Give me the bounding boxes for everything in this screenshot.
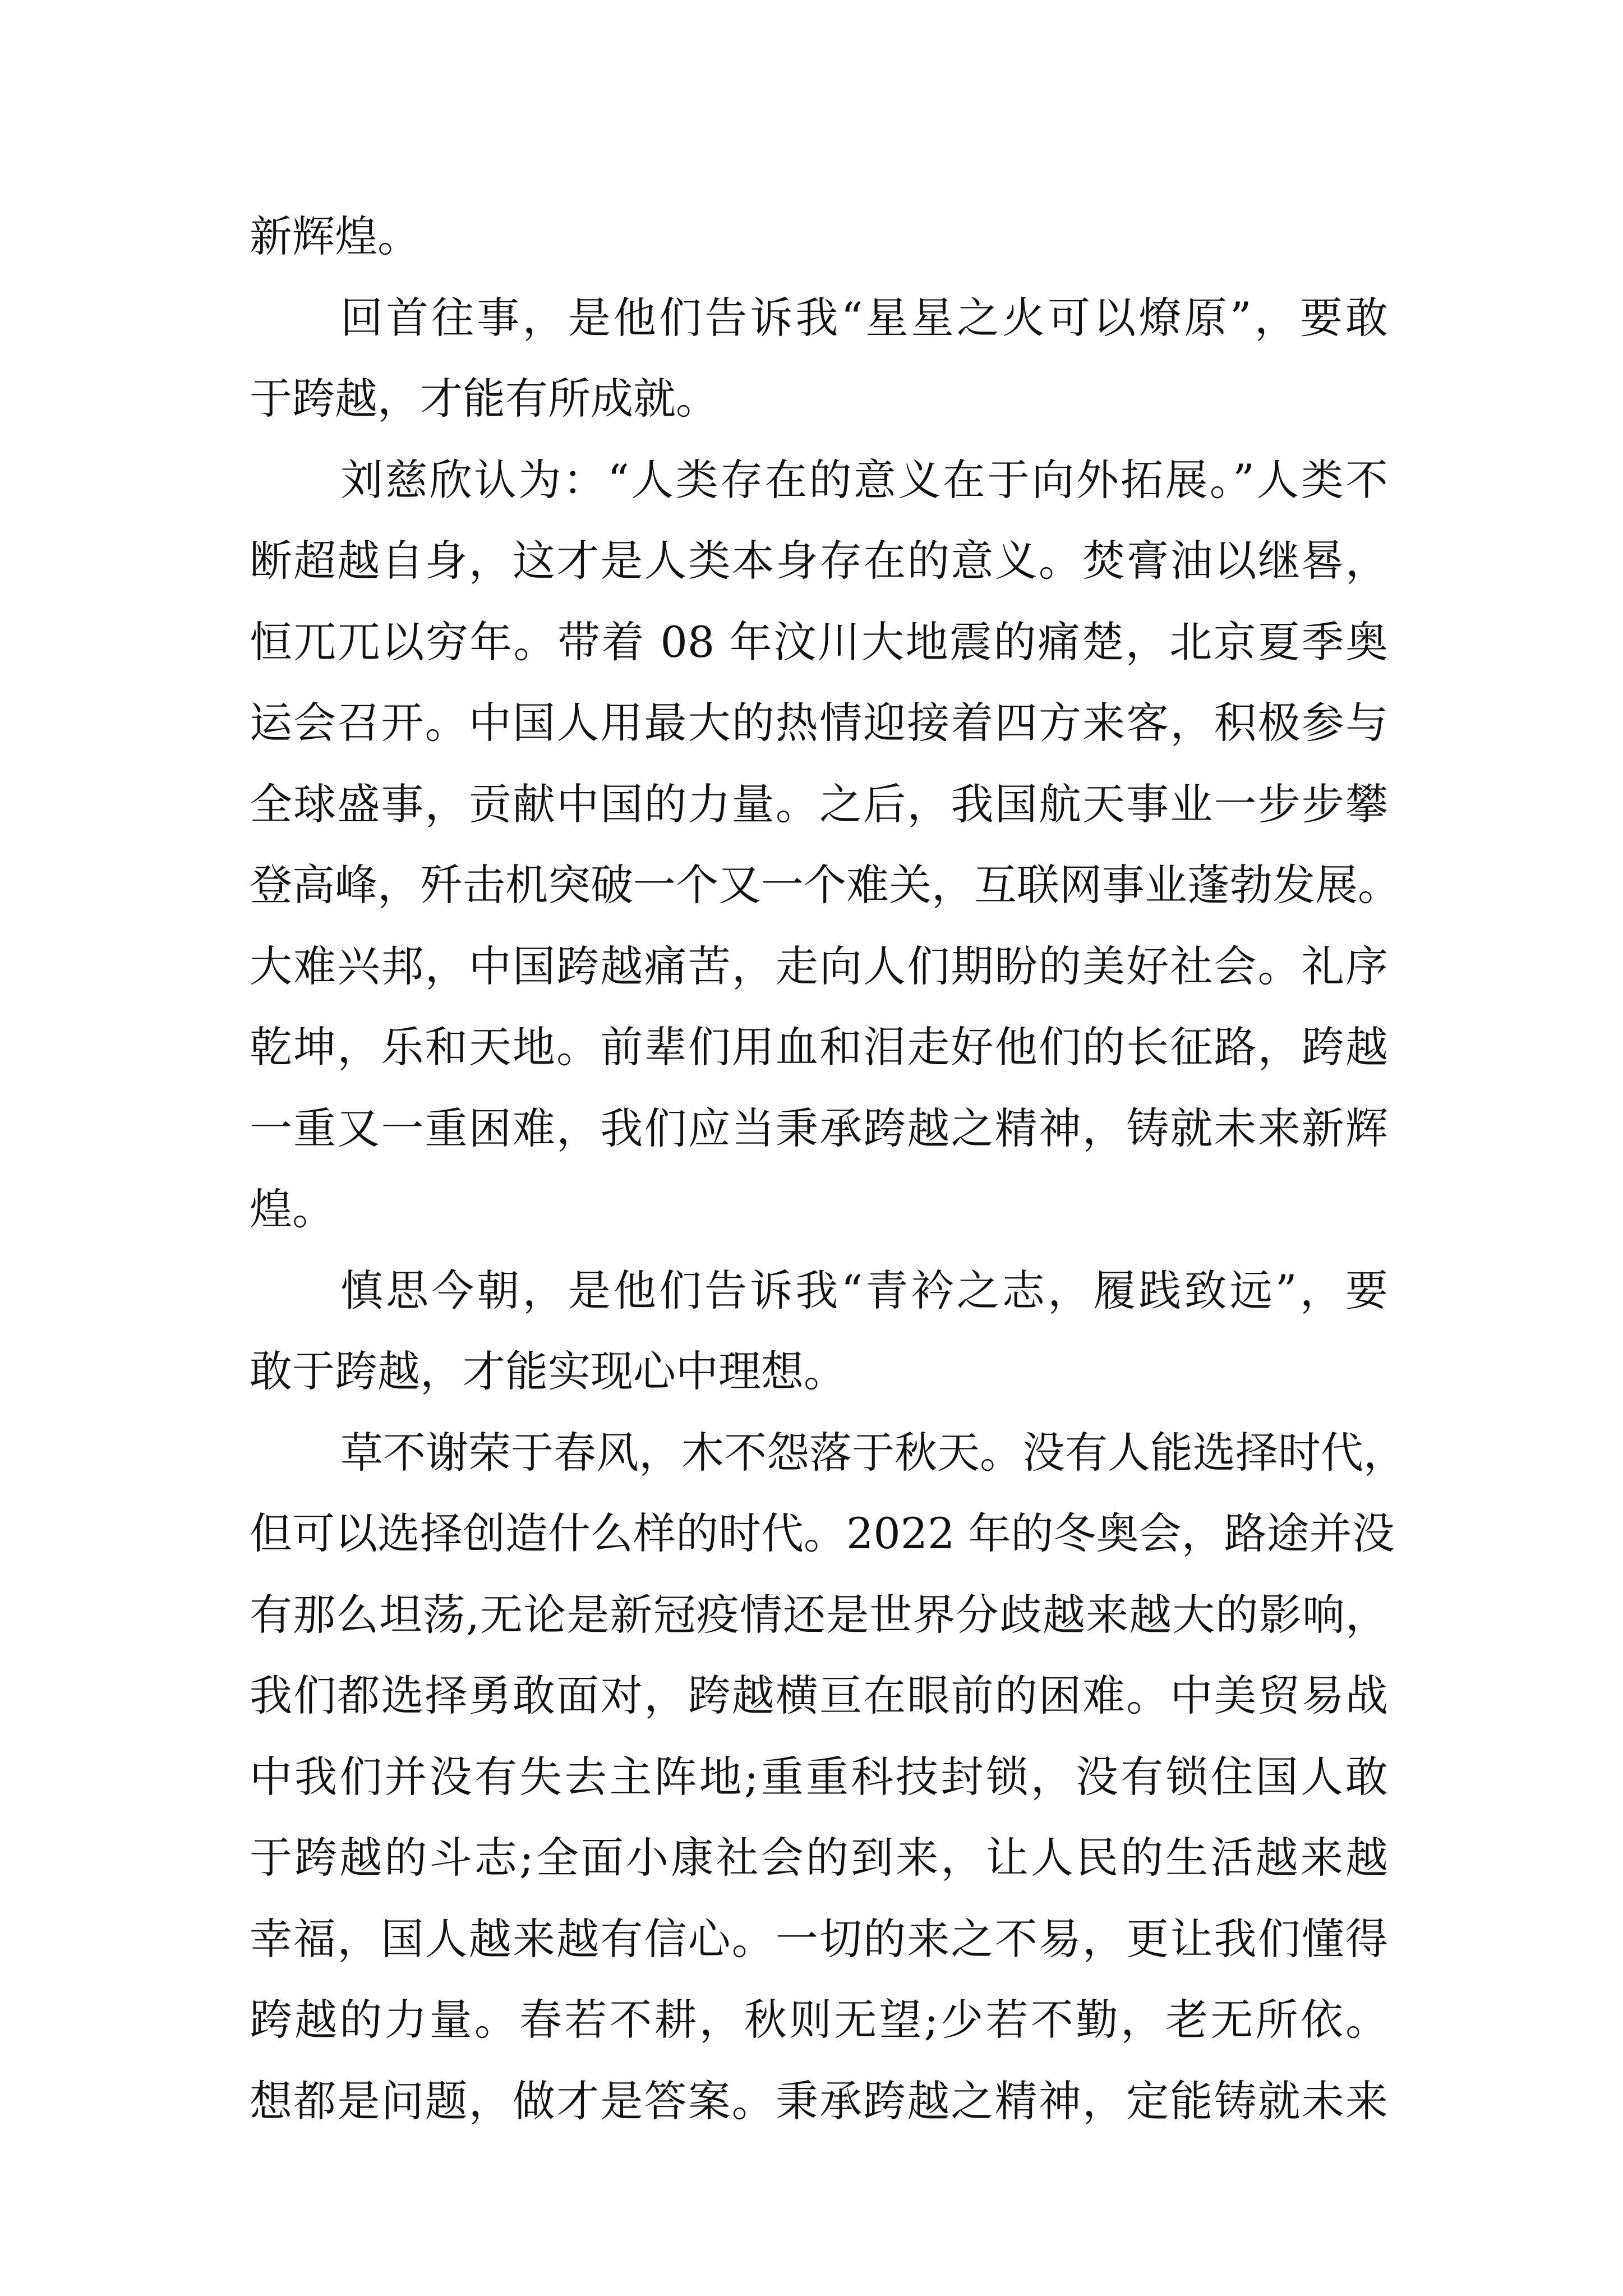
text-line: 敢于跨越，才能实现心中理想。: [250, 1346, 846, 1396]
text-line: 煌。: [250, 1184, 335, 1234]
text-line: 大难兴邦，中国跨越痛苦，走向人们期盼的美好社会。礼序: [250, 941, 1388, 991]
text-line: 中我们并没有失去主阵地;重重科技封锁，没有锁住国人敢: [250, 1751, 1388, 1802]
text-line: 于跨越，才能有所成就。: [250, 374, 718, 424]
essay-body: [250, 196, 1406, 2142]
text-line: 于跨越的斗志;全面小康社会的到来，让人民的生活越来越: [250, 1833, 1388, 1883]
text-line: 想都是问题，做才是答案。秉承跨越之精神，定能铸就未来: [250, 2076, 1388, 2126]
text-line: 恒兀兀以穷年。带着 08 年汶川大地震的痛楚，北京夏季奥: [250, 616, 1388, 667]
text-line: 我们都选择勇敢面对，跨越横亘在眼前的困难。中美贸易战: [250, 1671, 1388, 1720]
text-line: 幸福，国人越来越有信心。一切的来之不易，更让我们懂得: [250, 1913, 1388, 1964]
text-line: 全球盛事，贡献中国的力量。之后，我国航天事业一步步攀: [250, 779, 1388, 829]
text-line: 新辉煌。: [250, 211, 420, 261]
text-line: 慎思今朝，是他们告诉我“青衿之志，履践致远”，要: [340, 1265, 1388, 1315]
text-line: 断超越自身，这才是人类本身存在的意义。焚膏油以继晷，: [250, 536, 1388, 586]
text-line: 刘慈欣认为：“人类存在的意义在于向外拓展。”人类不: [340, 454, 1388, 505]
text-line: 草不谢荣于春风，木不怨落于秋天。没有人能选择时代，: [340, 1427, 1406, 1478]
text-line: 乾坤，乐和天地。前辈们用血和泪走好他们的长征路，跨越: [250, 1022, 1388, 1072]
text-line: 有那么坦荡,无论是新冠疫情还是世界分歧越来越大的影响，: [250, 1589, 1388, 1640]
text-line: 回首往事，是他们告诉我“星星之火可以燎原”，要敢: [340, 292, 1388, 343]
text-line: 运会召开。中国人用最大的热情迎接着四方来客，积极参与: [250, 698, 1388, 748]
text-line: 但可以选择创造什么样的时代。2022 年的冬奥会，路途并没: [250, 1508, 1395, 1558]
text-line: 跨越的力量。春若不耕，秋则无望;少若不勤，老无所依。: [250, 1995, 1388, 2045]
text-line: 登高峰，歼击机突破一个又一个难关，互联网事业蓬勃发展。: [250, 860, 1400, 910]
text-line: 一重又一重困难，我们应当秉承跨越之精神，铸就未来新辉: [250, 1103, 1388, 1153]
